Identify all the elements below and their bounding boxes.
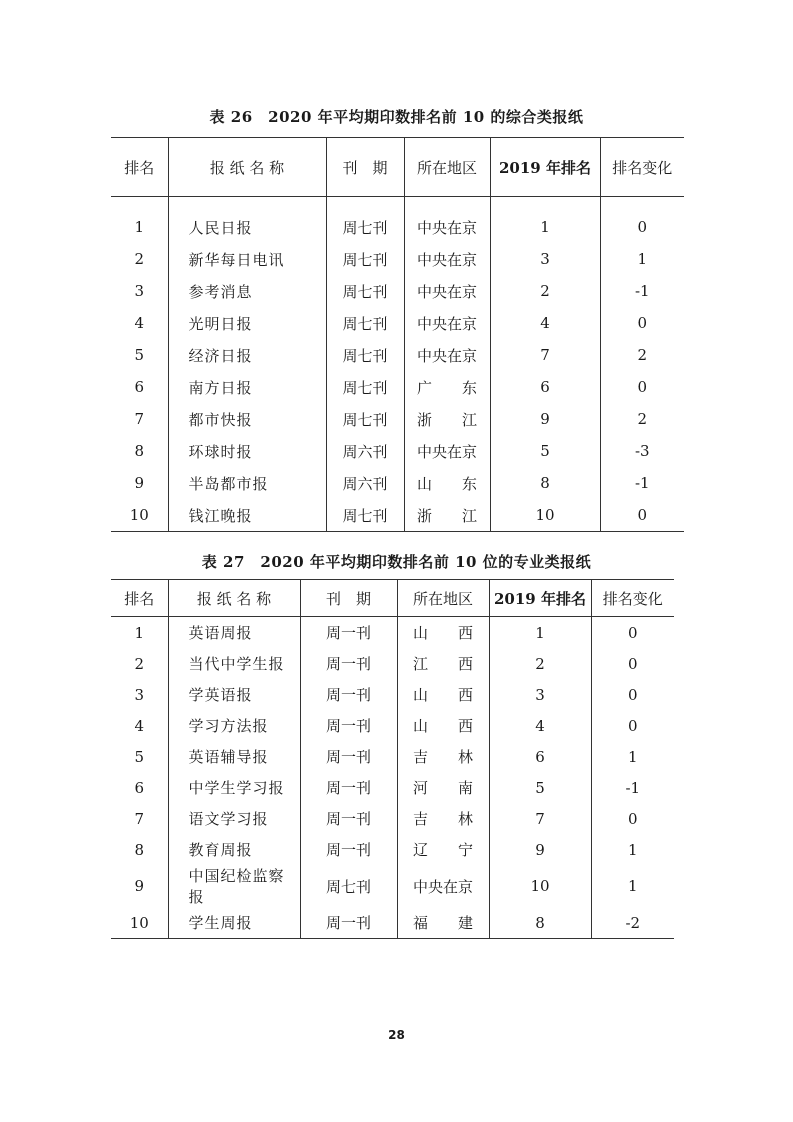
cell-period: 周一刊: [300, 907, 397, 939]
cell-rank: 1: [111, 617, 168, 649]
cell-newspaper-name: 经济日报: [168, 339, 326, 371]
cell-rank-change: -3: [634, 442, 650, 460]
header-period: 刊 期: [300, 580, 397, 617]
cell-period: 周七刊: [326, 403, 404, 435]
cell-period: 周七刊: [326, 275, 404, 307]
cell-region: 中央在京: [404, 275, 490, 307]
table-26-body: [111, 211, 684, 532]
table-row: [111, 834, 674, 865]
cell-prev-rank: 1: [489, 617, 591, 649]
cell-newspaper-name: 中学生学习报: [168, 772, 300, 803]
cell-region: 浙 江: [404, 403, 490, 435]
cell-rank-change: 1: [627, 840, 638, 859]
table-row: [111, 648, 674, 679]
cell-rank-change: 0: [637, 506, 648, 524]
cell-newspaper-name: 当代中学生报: [168, 648, 300, 679]
cell-newspaper-name: 学习方法报: [168, 710, 300, 741]
table-row: [111, 211, 684, 243]
table-row: [111, 907, 674, 939]
cell-period: 周一刊: [300, 679, 397, 710]
cell-rank-change: 2: [637, 346, 648, 364]
table-row: [111, 275, 684, 307]
cell-rank: 5: [111, 741, 168, 772]
cell-region: 山 西: [397, 710, 489, 741]
cell-rank-change: -2: [625, 913, 641, 932]
cell-rank-change: 1: [627, 877, 638, 895]
table-row: [111, 710, 674, 741]
table-27: [111, 579, 674, 939]
cell-region: 江 西: [397, 648, 489, 679]
header-change: 排名变化: [600, 138, 684, 197]
table-row: [111, 403, 684, 435]
table-row: [111, 803, 674, 834]
cell-rank-change: 1: [637, 250, 648, 268]
cell-newspaper-name: 学生周报: [168, 907, 300, 939]
cell-region: 辽 宁: [397, 834, 489, 865]
cell-rank-change: 0: [627, 623, 638, 642]
cell-prev-rank: 1: [490, 211, 600, 243]
cell-prev-rank: 8: [490, 467, 600, 499]
cell-newspaper-name: 光明日报: [168, 307, 326, 339]
cell-region: 福 建: [397, 907, 489, 939]
table-27-body: [111, 617, 674, 939]
cell-period: 周七刊: [326, 499, 404, 532]
cell-prev-rank: 2: [490, 275, 600, 307]
cell-period: 周七刊: [326, 339, 404, 371]
cell-region: 中央在京: [404, 435, 490, 467]
cell-rank: 2: [111, 243, 168, 275]
cell-prev-rank: 9: [489, 834, 591, 865]
cell-newspaper-name: 都市快报: [168, 403, 326, 435]
cell-period: 周一刊: [300, 648, 397, 679]
header-region: 所在地区: [397, 580, 489, 617]
cell-newspaper-name: 英语周报: [168, 617, 300, 649]
table-27-caption: 表 27 2020 年平均期印数排名前 10 位的专业类报纸: [201, 553, 592, 571]
cell-rank: 4: [111, 307, 168, 339]
header-name: 报 纸 名 称: [168, 138, 326, 197]
cell-rank: 6: [111, 371, 168, 403]
cell-newspaper-name: 中国纪检监察报: [168, 865, 300, 907]
cell-region: 中央在京: [404, 339, 490, 371]
cell-newspaper-name: 英语辅导报: [168, 741, 300, 772]
cell-prev-rank: 8: [489, 907, 591, 939]
table-row: [111, 435, 684, 467]
table-header-row: [111, 138, 684, 197]
cell-prev-rank: 4: [489, 710, 591, 741]
cell-region: 吉 林: [397, 741, 489, 772]
cell-prev-rank: 2: [489, 648, 591, 679]
cell-newspaper-name: 教育周报: [168, 834, 300, 865]
cell-rank: 4: [111, 710, 168, 741]
cell-rank: 3: [111, 679, 168, 710]
cell-rank-change: 2: [637, 410, 648, 428]
cell-newspaper-name: 半岛都市报: [168, 467, 326, 499]
cell-period: 周一刊: [300, 710, 397, 741]
cell-newspaper-name: 参考消息: [168, 275, 326, 307]
cell-prev-rank: 6: [490, 371, 600, 403]
table-row: [111, 772, 674, 803]
cell-period: 周一刊: [300, 834, 397, 865]
cell-rank-change: 0: [637, 314, 648, 332]
cell-rank: 3: [111, 275, 168, 307]
cell-rank-change: -1: [634, 282, 650, 300]
table-row: [111, 865, 674, 907]
header-period: 刊 期: [326, 138, 404, 197]
cell-newspaper-name: 钱江晚报: [168, 499, 326, 532]
cell-rank-change: 1: [627, 747, 638, 766]
cell-rank-change: -1: [634, 474, 650, 492]
header-prev-rank: 2019 年排名: [489, 580, 591, 617]
page-number: 28: [388, 1028, 405, 1042]
cell-rank: 2: [111, 648, 168, 679]
cell-newspaper-name: 新华每日电讯: [168, 243, 326, 275]
cell-region: 中央在京: [404, 307, 490, 339]
cell-period: 周七刊: [300, 865, 397, 907]
cell-period: 周一刊: [300, 772, 397, 803]
cell-prev-rank: 10: [489, 865, 591, 907]
table-row: [111, 467, 684, 499]
cell-prev-rank: 10: [490, 499, 600, 532]
cell-rank: 9: [111, 865, 168, 907]
cell-period: 周一刊: [300, 803, 397, 834]
cell-newspaper-name: 人民日报: [168, 211, 326, 243]
cell-prev-rank: 5: [490, 435, 600, 467]
cell-newspaper-name: 语文学习报: [168, 803, 300, 834]
cell-period: 周一刊: [300, 617, 397, 649]
table-26: [111, 137, 684, 532]
table-row: [111, 679, 674, 710]
cell-rank: 10: [111, 907, 168, 939]
cell-region: 中央在京: [404, 243, 490, 275]
table-26-caption: 表 26 2020 年平均期印数排名前 10 的综合类报纸: [209, 108, 584, 126]
header-name: 报 纸 名 称: [168, 580, 300, 617]
cell-rank: 9: [111, 467, 168, 499]
cell-period: 周六刊: [326, 467, 404, 499]
cell-period: 周七刊: [326, 211, 404, 243]
header-rank: 排名: [111, 138, 168, 197]
cell-rank: 8: [111, 435, 168, 467]
cell-rank: 10: [111, 499, 168, 532]
cell-rank-change: 0: [627, 685, 638, 704]
header-change: 排名变化: [591, 580, 674, 617]
cell-rank: 7: [111, 403, 168, 435]
cell-period: 周七刊: [326, 307, 404, 339]
cell-prev-rank: 5: [489, 772, 591, 803]
cell-rank: 5: [111, 339, 168, 371]
cell-newspaper-name: 南方日报: [168, 371, 326, 403]
cell-period: 周七刊: [326, 243, 404, 275]
cell-period: 周一刊: [300, 741, 397, 772]
cell-rank: 7: [111, 803, 168, 834]
cell-prev-rank: 7: [490, 339, 600, 371]
cell-prev-rank: 7: [489, 803, 591, 834]
cell-region: 山 西: [397, 679, 489, 710]
cell-region: 吉 林: [397, 803, 489, 834]
cell-region: 中央在京: [397, 865, 489, 907]
table-row: [111, 243, 684, 275]
header-region: 所在地区: [404, 138, 490, 197]
table-row: [111, 371, 684, 403]
cell-rank-change: 0: [627, 809, 638, 828]
header-prev-rank: 2019 年排名: [490, 138, 600, 197]
cell-newspaper-name: 环球时报: [168, 435, 326, 467]
cell-period: 周六刊: [326, 435, 404, 467]
table-header-row: [111, 580, 674, 617]
header-rank: 排名: [111, 580, 168, 617]
cell-rank: 1: [111, 211, 168, 243]
cell-rank: 8: [111, 834, 168, 865]
cell-region: 山 西: [397, 617, 489, 649]
table-row: [111, 617, 674, 649]
cell-rank-change: 0: [637, 218, 648, 236]
cell-region: 山 东: [404, 467, 490, 499]
cell-region: 中央在京: [404, 211, 490, 243]
cell-rank-change: 0: [627, 716, 638, 735]
cell-prev-rank: 3: [490, 243, 600, 275]
cell-region: 浙 江: [404, 499, 490, 532]
cell-prev-rank: 4: [490, 307, 600, 339]
table-row: [111, 741, 674, 772]
cell-period: 周七刊: [326, 371, 404, 403]
cell-prev-rank: 3: [489, 679, 591, 710]
cell-rank: 6: [111, 772, 168, 803]
table-row: [111, 307, 684, 339]
cell-prev-rank: 9: [490, 403, 600, 435]
table-row: [111, 499, 684, 532]
table-row: [111, 339, 684, 371]
cell-rank-change: -1: [625, 778, 641, 797]
cell-prev-rank: 6: [489, 741, 591, 772]
cell-newspaper-name: 学英语报: [168, 679, 300, 710]
cell-rank-change: 0: [627, 654, 638, 673]
cell-rank-change: 0: [637, 378, 648, 396]
cell-region: 广 东: [404, 371, 490, 403]
cell-region: 河 南: [397, 772, 489, 803]
